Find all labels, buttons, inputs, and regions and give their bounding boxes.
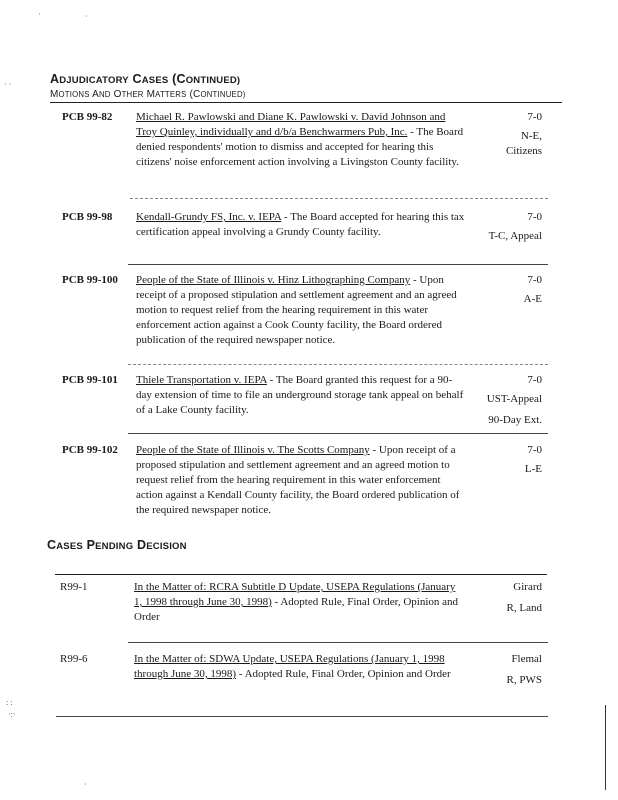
case-summary: - The Board denied respondents' motion to dismiss and accepted for hearing this citizens' noise enforcement action involving a Livingston County facility. xyxy=(136,126,464,168)
case-description xyxy=(136,110,466,170)
section-title-pending xyxy=(47,538,187,552)
case-title: People of the State of Illinois v. The Scotts Company xyxy=(136,444,370,456)
case-vote xyxy=(452,443,542,477)
scan-speck: · xyxy=(85,12,88,21)
case-type: A-E xyxy=(523,293,542,305)
subsection-title-motions xyxy=(50,89,246,100)
case-number: PCB 99-98 xyxy=(62,211,113,223)
case-title: Michael R. Pawlowski and Diane K. Pawlowski v. David Johnson and Troy Quinley, individually and d/b/a Benchwarmers Pub, Inc. xyxy=(136,111,446,138)
case-summary: - Upon receipt of a proposed stipulation and settlement agreement and an agreed motion to request relief from the hearing requirement in this water enforcement action against a Cook County facility, the Board ordered publication of the required newspaper notice. xyxy=(136,274,457,346)
case-vote xyxy=(452,210,542,244)
case-summary: - Adopted Rule, Final Order, Opinion and Order xyxy=(134,596,459,623)
vote-count: 7-0 xyxy=(527,274,542,286)
case-summary: - The Board granted this request for a 90-day extension of time to file an underground storage tank appeal on behalf of a Lake County facility. xyxy=(136,374,464,416)
case-vote xyxy=(452,110,542,159)
case-description xyxy=(136,443,466,518)
scan-speck: · · xyxy=(4,80,12,89)
case-title: Thiele Transportation v. IEPA xyxy=(136,374,267,386)
case-description xyxy=(136,273,466,348)
case-type: R, Land xyxy=(506,602,542,614)
section-title-adjudicatory xyxy=(50,72,240,86)
section-title-text: ADJUDICATORY CASES (CONTINUED) xyxy=(50,72,241,86)
subsection-title-text: MOTIONS AND OTHER MATTERS (CONTINUED) xyxy=(50,89,246,100)
scan-speck: : : xyxy=(6,698,13,707)
case-category: Citizens xyxy=(505,145,542,157)
scan-speck: · xyxy=(84,780,87,789)
case-separator xyxy=(130,198,548,199)
scan-speck: ·:· xyxy=(8,710,16,719)
case-vote xyxy=(452,652,542,688)
case-number: PCB 99-100 xyxy=(62,274,118,286)
section-rule xyxy=(55,574,547,575)
vote-count: 7-0 xyxy=(527,111,542,123)
section-title-text: CASES PENDING DECISION xyxy=(47,538,187,552)
vote-count: 7-0 xyxy=(527,211,542,223)
case-title: In the Matter of: SDWA Update, USEPA Regulations (January 1, 1998 through June 30, 1998) xyxy=(134,653,445,680)
header-rule xyxy=(50,102,562,103)
case-type: R, PWS xyxy=(506,674,542,686)
case-description xyxy=(136,373,466,418)
case-type: N-E, xyxy=(520,130,542,142)
case-description xyxy=(134,580,464,625)
case-summary: - Upon receipt of a proposed stipulation and settlement agreement and an agreed motion to request relief from the hearing requirement in this water enforcement action against a Kendall County facility, the Board ordered publication of the required newspaper notice. xyxy=(136,444,460,516)
case-separator xyxy=(128,642,548,643)
case-summary: - The Board accepted for hearing this tax certification appeal involving a Grundy County facility. xyxy=(136,211,465,238)
case-description xyxy=(134,652,464,682)
case-number: R99-6 xyxy=(60,653,88,665)
case-category: 90-Day Ext. xyxy=(488,414,542,426)
page-bottom-rule xyxy=(56,716,548,717)
case-vote xyxy=(452,373,542,428)
vote-count: 7-0 xyxy=(527,374,542,386)
case-separator xyxy=(128,433,548,434)
case-title: Kendall-Grundy FS, Inc. v. IEPA xyxy=(136,211,282,223)
case-separator xyxy=(128,264,548,265)
case-vote xyxy=(452,580,542,616)
case-number: PCB 99-82 xyxy=(62,111,113,123)
case-summary: - Adopted Rule, Final Order, Opinion and Order xyxy=(236,668,451,680)
case-title: In the Matter of: RCRA Subtitle D Update, USEPA Regulations (January 1, 1998 through June 30, 1998) xyxy=(134,581,456,608)
case-number: R99-1 xyxy=(60,581,88,593)
case-type: L-E xyxy=(524,463,542,475)
case-member: Girard xyxy=(513,581,542,593)
case-number: PCB 99-101 xyxy=(62,374,118,386)
case-title: People of the State of Illinois v. Hinz Lithographing Company xyxy=(136,274,411,286)
case-member: Flemal xyxy=(511,653,542,665)
case-type: T-C, Appeal xyxy=(488,230,542,242)
scan-speck: · xyxy=(38,10,41,19)
case-description xyxy=(136,210,466,240)
case-vote xyxy=(452,273,542,307)
case-type: UST-Appeal xyxy=(486,393,542,405)
case-separator xyxy=(128,364,548,365)
margin-bar xyxy=(605,705,606,790)
vote-count: 7-0 xyxy=(527,444,542,456)
case-number: PCB 99-102 xyxy=(62,444,118,456)
